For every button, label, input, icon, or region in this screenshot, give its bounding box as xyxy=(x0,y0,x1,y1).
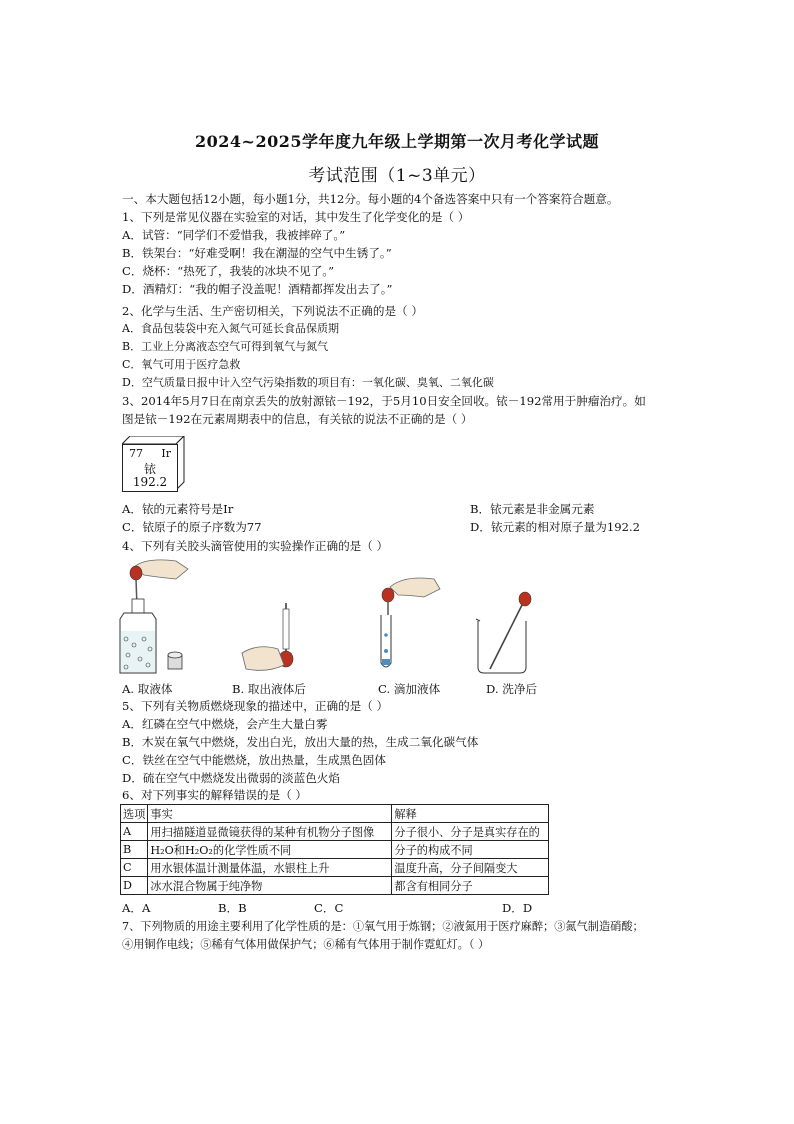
q3-option-a: A．铱的元素符号是Ir xyxy=(122,502,234,516)
q1-option-b: B．铁架台：“好难受啊！我在潮湿的空气中生锈了。” xyxy=(122,246,392,260)
q3-stem-line2: 图是铱－192在元素周期表中的信息，有关铱的说法不正确的是（ ） xyxy=(122,412,473,426)
q6-option-a: A．A xyxy=(122,901,151,915)
q6-option-d: D．D xyxy=(502,901,533,915)
element-name: 铱 xyxy=(143,462,156,476)
q1-stem: 1、下列是常见仪器在实验室的对话，其中发生了化学变化的是（ ） xyxy=(122,210,470,224)
figure-a-take-liquid xyxy=(116,555,196,675)
element-symbol: Ir xyxy=(161,447,171,460)
q5-option-a: A．红磷在空气中燃烧，会产生大量白雾 xyxy=(122,717,328,731)
exam-subtitle: 考试范围（1~3单元） xyxy=(308,166,486,186)
figure-c-dispense-liquid xyxy=(364,555,444,675)
row-explanation: 分子的构成不同 xyxy=(392,841,549,859)
row-fact: 用水银体温计测量体温，水银柱上升 xyxy=(148,859,392,877)
exam-title: 2024~2025学年度九年级上学期第一次月考化学试题 xyxy=(195,132,599,151)
q1-option-a: A．试管：“同学们不爱惜我，我被摔碎了。” xyxy=(122,228,346,242)
figure-b-label: B. 取出液体后 xyxy=(232,682,306,696)
row-option: C xyxy=(121,859,148,877)
q2-option-c: C．氧气可用于医疗急救 xyxy=(122,358,241,371)
table-row xyxy=(121,877,549,895)
q3-option-b: B．铱元素是非金属元素 xyxy=(470,502,595,516)
q3-option-c: C．铱原子的原子序数为77 xyxy=(122,520,262,534)
row-fact: 冰水混合物属于纯净物 xyxy=(148,877,392,895)
atomic-number: 77 xyxy=(129,447,143,460)
q4-stem: 4、下列有关胶头滴管使用的实验操作正确的是（ ） xyxy=(122,539,389,553)
q2-stem: 2、化学与生活、生产密切相关，下列说法不正确的是（ ） xyxy=(122,304,423,318)
figure-b-after-taking xyxy=(238,555,318,675)
element-tile-face xyxy=(122,444,178,492)
table-row xyxy=(121,823,549,841)
row-explanation: 温度升高，分子间隔变大 xyxy=(392,859,549,877)
q6-stem: 6、对下列事实的解释错误的是（ ） xyxy=(122,788,307,802)
q1-option-d: D．酒精灯：“我的帽子没盖呢！酒精都挥发出去了。” xyxy=(122,282,393,296)
header-explanation: 解释 xyxy=(392,805,549,823)
q3-stem-line1: 3、2014年5月7日在南京丢失的放射源铱－192，于5月10日安全回收。铱－192常用于肿瘤治疗。如 xyxy=(122,394,646,408)
q7-stem-line2: ④用铜作电线；⑤稀有气体用做保护气；⑥稀有气体用于制作霓虹灯。（ ） xyxy=(122,938,490,951)
q3-option-d: D．铱元素的相对原子量为192.2 xyxy=(470,520,641,534)
q5-option-d: D．硫在空气中燃烧发出微弱的淡蓝色火焰 xyxy=(122,771,340,785)
q5-option-b: B．木炭在氧气中燃烧，发出白光，放出大量的热，生成二氧化碳气体 xyxy=(122,735,479,749)
table-row xyxy=(121,859,549,877)
q2-option-d: D．空气质量日报中计入空气污染指数的项目有：一氧化碳、臭氧、二氧化碳 xyxy=(122,376,494,389)
q6-table xyxy=(120,804,549,895)
row-option: D xyxy=(121,877,148,895)
row-option: A xyxy=(121,823,148,841)
row-fact: H₂O和H₂O₂的化学性质不同 xyxy=(148,841,392,859)
q6-option-b: B．B xyxy=(218,901,247,915)
section-instructions: 一、本大题包括12小题，每小题1分，共12分。每小题的4个备选答案中只有一个答案符合题意。 xyxy=(122,192,619,206)
table-header-row xyxy=(121,805,549,823)
header-fact: 事实 xyxy=(148,805,392,823)
figure-c-label: C. 滴加液体 xyxy=(378,682,441,696)
figure-d-after-washing xyxy=(472,555,552,675)
row-explanation: 都含有相同分子 xyxy=(392,877,549,895)
row-fact: 用扫描隧道显微镜获得的某种有机物分子图像 xyxy=(148,823,392,841)
row-explanation: 分子很小、分子是真实存在的 xyxy=(392,823,549,841)
figure-a-label: A. 取液体 xyxy=(122,682,173,696)
q2-option-a: A．食品包装袋中充入氮气可延长食品保质期 xyxy=(122,322,339,335)
header-option: 选项 xyxy=(121,805,148,823)
q5-stem: 5、下列有关物质燃烧现象的描述中，正确的是（ ） xyxy=(122,699,389,713)
q5-option-c: C．铁丝在空气中能燃烧，放出热量，生成黑色固体 xyxy=(122,753,386,767)
q2-option-b: B．工业上分离液态空气可得到氧气与氮气 xyxy=(122,340,329,353)
atomic-mass: 192.2 xyxy=(132,475,168,489)
element-tile xyxy=(122,436,186,492)
q6-option-c: C．C xyxy=(314,901,344,915)
row-option: B xyxy=(121,841,148,859)
table-row xyxy=(121,841,549,859)
q7-stem-line1: 7、下列物质的用途主要利用了化学性质的是：①氧气用于炼钢；②液氮用于医疗麻醉；③氮气制造硝酸； xyxy=(122,920,644,933)
q1-option-c: C．烧杯：“热死了，我装的冰块不见了。” xyxy=(122,264,335,278)
figure-d-label: D. 洗净后 xyxy=(486,682,538,696)
